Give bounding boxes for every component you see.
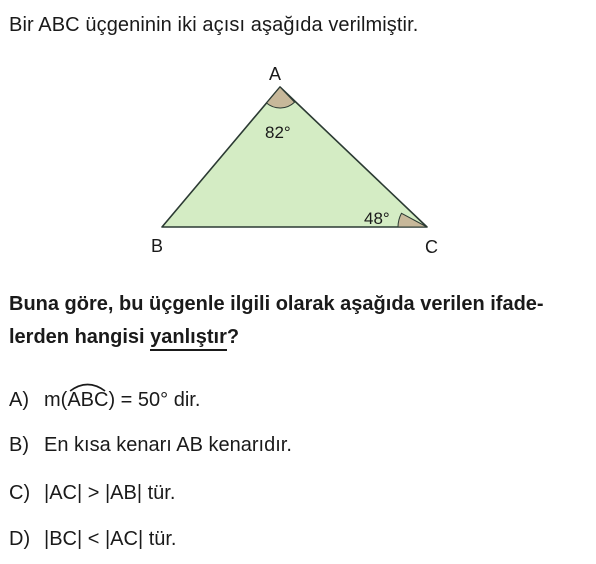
arc-hat-icon [67,380,108,392]
vertex-a-label: A [269,64,282,84]
option-c[interactable] [9,482,175,505]
question-line-1: Buna göre, bu üçgenle ilgili olarak aşağıda verilen ifade- [9,293,544,315]
option-a-suffix: ) = 50° dir. [108,389,201,411]
option-a-angle: ABC [67,389,109,411]
vertex-b-label: B [151,236,164,256]
option-c-text: |AC| > |AB| tür. [44,482,176,504]
question-end-mark: ? [226,326,240,348]
angle-a-value: 82° [265,123,291,142]
option-d-text: |BC| < |AC| tür. [44,528,177,550]
option-b-letter: B) [9,434,29,456]
angle-notation [67,389,108,412]
question-line-2-start: lerden hangisi [9,326,151,348]
problem-intro: Bir ABC üçgeninin iki açısı aşağıda verilmiştir. [9,14,419,36]
option-a[interactable] [9,389,200,412]
angle-c-value: 48° [364,209,390,228]
option-d[interactable] [9,528,177,551]
question-emphasis: yanlıştır [150,326,227,351]
question-text [9,288,594,354]
option-d-letter: D) [9,528,31,550]
angle-a-wedge [267,87,295,108]
triangle-figure [0,0,596,280]
option-c-letter: C) [9,482,31,504]
option-a-letter: A) [9,389,29,411]
option-b-text: En kısa kenarı AB kenarıdır. [44,434,292,456]
option-b[interactable] [9,434,292,457]
vertex-c-label: C [425,237,438,257]
question-line-2 [9,321,594,354]
option-a-prefix: m( [44,389,68,411]
triangle-abc [162,87,427,227]
